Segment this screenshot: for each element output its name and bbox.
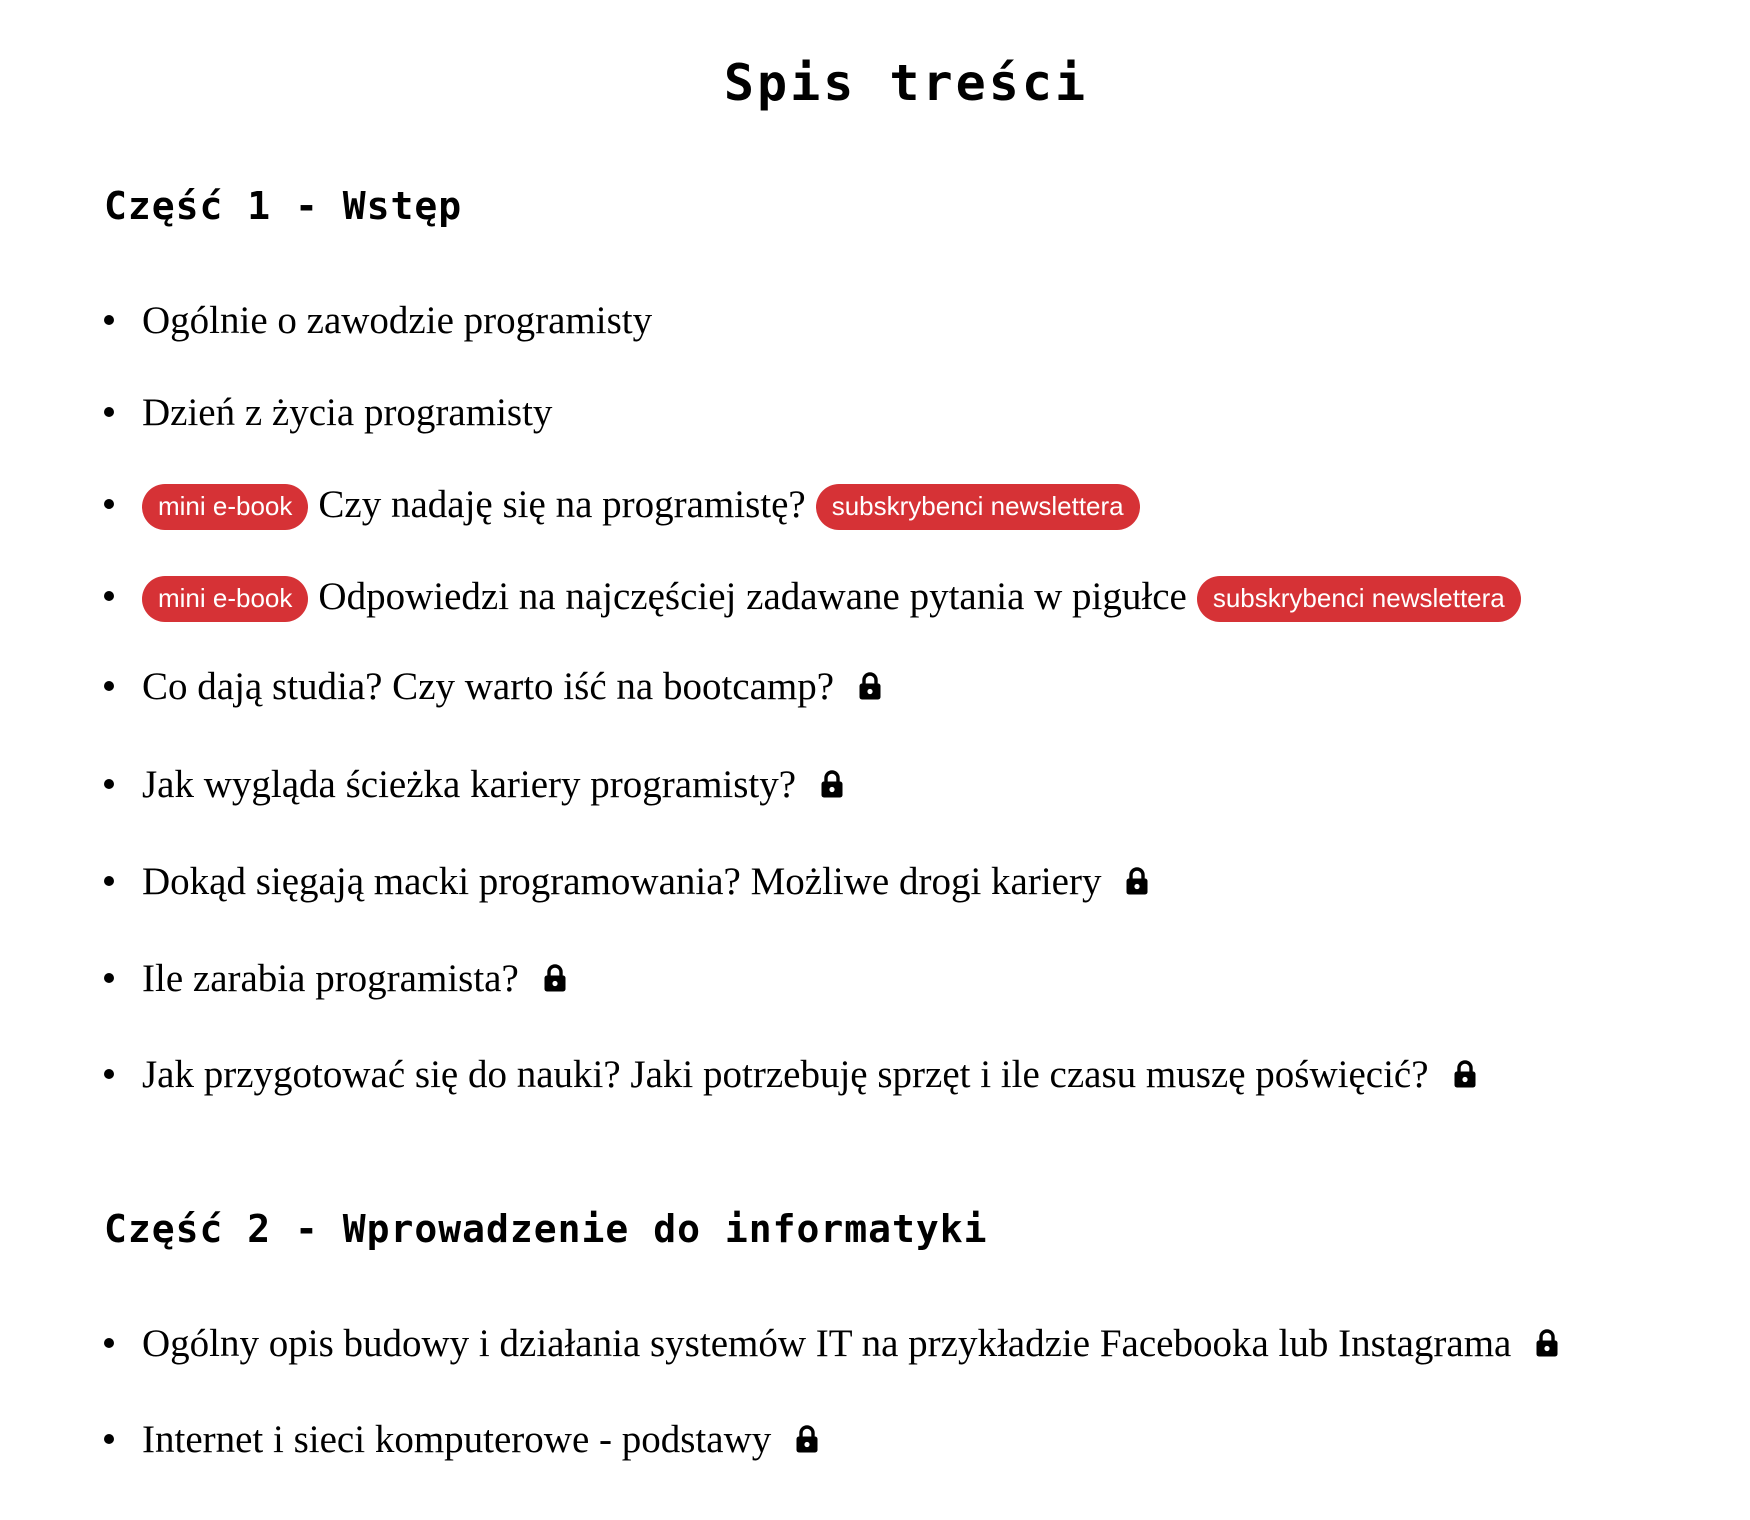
list-item-title[interactable]: Jak przygotować się do nauki? Jaki potrzebuję sprzęt i ile czasu muszę poświęcić? — [142, 1052, 1429, 1096]
list-item-title[interactable]: Ogólnie o zawodzie programisty — [142, 298, 653, 342]
bullet — [104, 973, 114, 983]
bullet — [104, 591, 114, 601]
list-item-title[interactable]: Dzień z życia programisty — [142, 390, 553, 434]
lock-icon — [820, 769, 844, 799]
bullet — [104, 1069, 114, 1079]
list-item[interactable] — [104, 1416, 1559, 1462]
lock-icon — [858, 671, 882, 701]
bullet — [104, 407, 114, 417]
page-title: Spis treści — [723, 54, 1089, 112]
list-item-title[interactable]: Odpowiedzi na najczęściej zadawane pytania w pigułce — [318, 574, 1187, 618]
list-item[interactable] — [104, 389, 1521, 435]
list-item-title[interactable]: Dokąd sięgają macki programowania? Możliwe drogi kariery — [142, 859, 1102, 903]
list-item[interactable] — [104, 481, 1521, 527]
list-item[interactable] — [104, 573, 1521, 619]
lock-icon — [1125, 866, 1149, 896]
section-2-list — [104, 1320, 1559, 1462]
list-item-title[interactable]: Czy nadaję się na programistę? — [318, 482, 806, 526]
section-heading-part-1: Część 1 - Wstęp — [104, 184, 463, 228]
list-item-title[interactable]: Ogólny opis budowy i działania systemów IT na przykładzie Facebooka lub Instagrama — [142, 1321, 1512, 1365]
section-heading-part-2: Część 2 - Wprowadzenie do informatyki — [104, 1207, 988, 1251]
list-item[interactable] — [104, 858, 1521, 904]
mini-ebook-badge: mini e-book — [142, 484, 308, 530]
bullet — [104, 876, 114, 886]
list-item-title[interactable]: Internet i sieci komputerowe - podstawy — [142, 1417, 772, 1461]
list-item-title[interactable]: Jak wygląda ścieżka kariery programisty? — [142, 762, 797, 806]
lock-icon — [543, 963, 567, 993]
bullet — [104, 1434, 114, 1444]
bullet — [104, 681, 114, 691]
lock-icon — [1453, 1059, 1477, 1089]
list-item[interactable] — [104, 1320, 1559, 1366]
list-item[interactable] — [104, 663, 1521, 709]
lock-icon — [1535, 1328, 1559, 1358]
newsletter-subscribers-badge: subskrybenci newslettera — [816, 484, 1140, 530]
list-item-title[interactable]: Ile zarabia programista? — [142, 956, 519, 1000]
bullet — [104, 779, 114, 789]
bullet — [104, 315, 114, 325]
list-item[interactable] — [104, 761, 1521, 807]
section-1-list — [104, 297, 1521, 1097]
bullet — [104, 1338, 114, 1348]
mini-ebook-badge: mini e-book — [142, 576, 308, 622]
list-item[interactable] — [104, 955, 1521, 1001]
bullet — [104, 499, 114, 509]
list-item-title[interactable]: Co dają studia? Czy warto iść na bootcamp? — [142, 664, 835, 708]
list-item[interactable] — [104, 297, 1521, 343]
lock-icon — [795, 1424, 819, 1454]
list-item[interactable] — [104, 1051, 1521, 1097]
newsletter-subscribers-badge: subskrybenci newslettera — [1197, 576, 1521, 622]
